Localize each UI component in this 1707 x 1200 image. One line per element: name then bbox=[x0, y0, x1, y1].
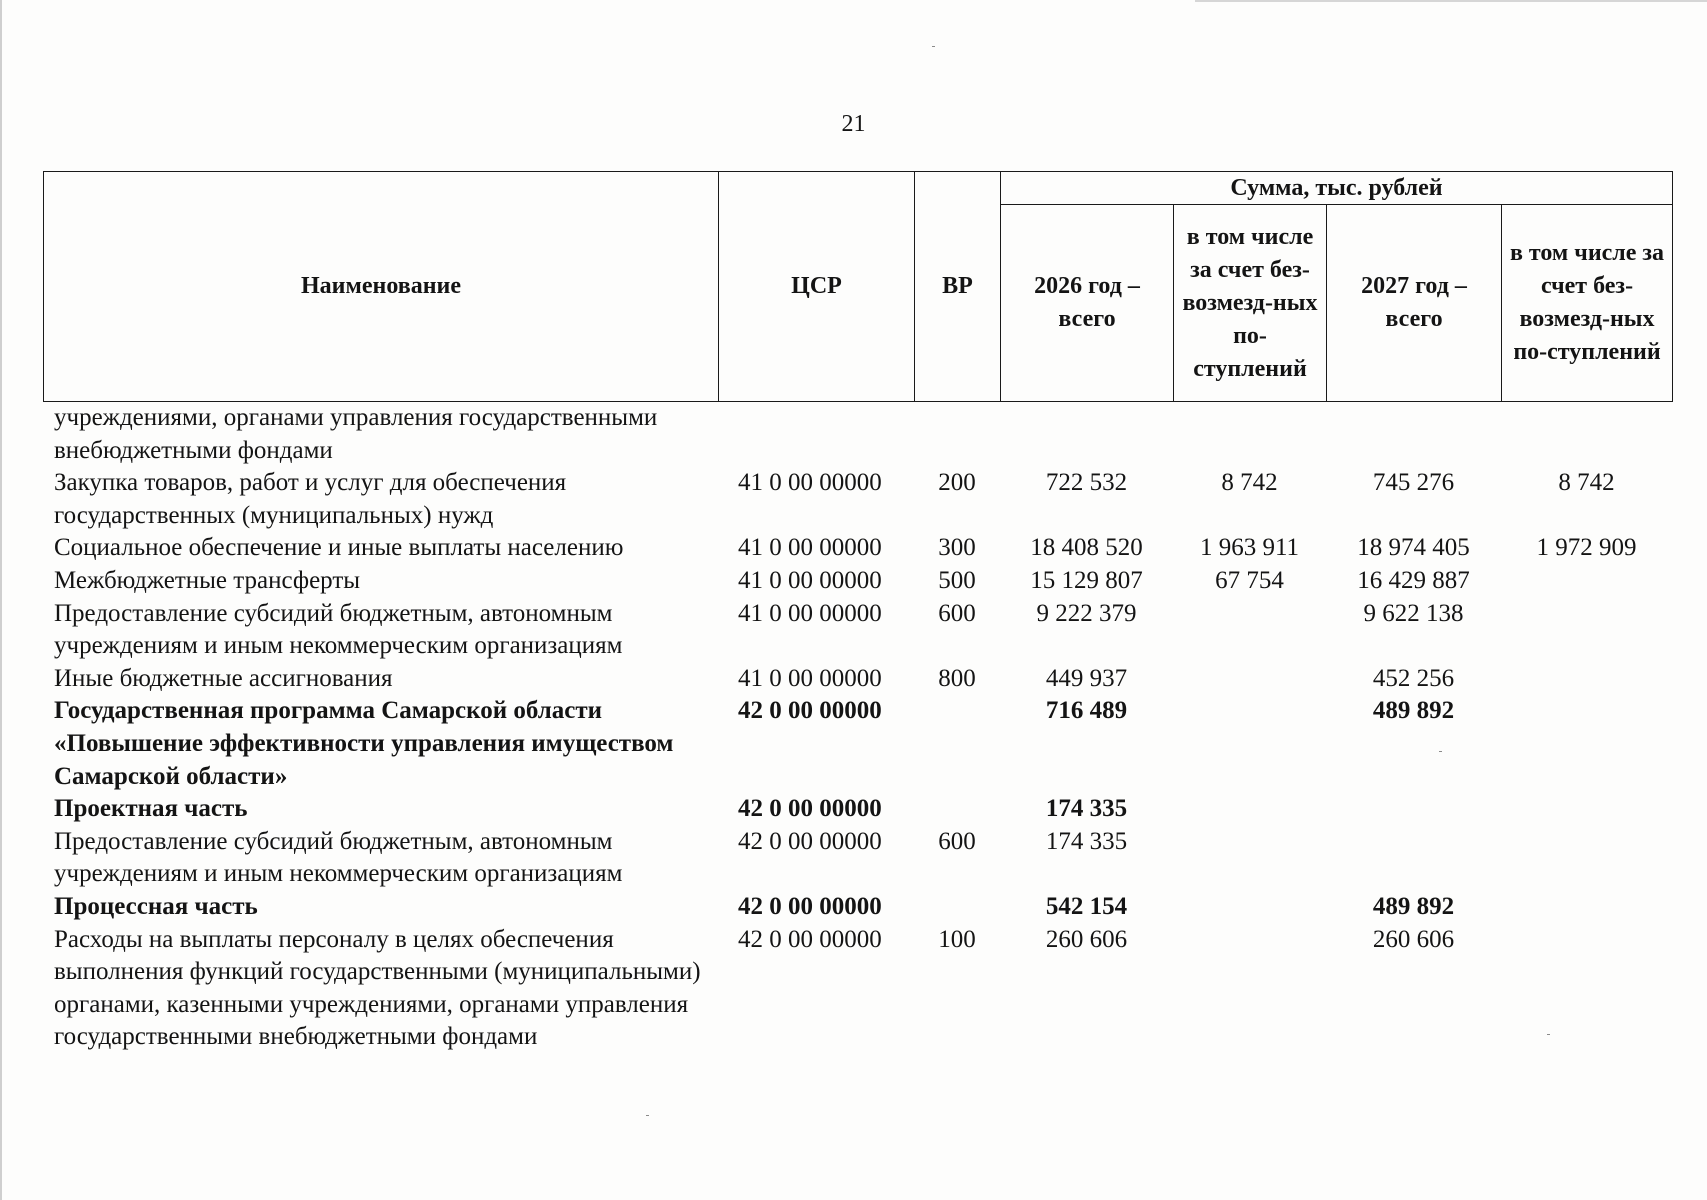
row-name: Расходы на выплаты персоналу в целях обеспечения выполнения функций государственными (муниципальными) органами, казенными учреждениями, органами управления государственными внебюджетными фондами bbox=[54, 925, 701, 1051]
row-2027-grants bbox=[1501, 695, 1672, 793]
row-name: Межбюджетные трансферты bbox=[54, 566, 361, 594]
row-2026-grants: 8 742 bbox=[1221, 469, 1278, 497]
row-vr: 800 bbox=[938, 664, 976, 692]
row-vr bbox=[914, 402, 1000, 467]
row-2027-total: 489 892 bbox=[1372, 697, 1455, 725]
row-2027-total bbox=[1326, 402, 1501, 467]
row-csr: 41 0 00 00000 bbox=[738, 469, 882, 497]
row-2026-grants bbox=[1173, 695, 1326, 793]
row-csr: 41 0 00 00000 bbox=[738, 566, 882, 594]
row-2026-grants bbox=[1173, 891, 1326, 924]
row-vr bbox=[914, 891, 1000, 924]
row-vr bbox=[914, 793, 1000, 826]
scan-left-edge bbox=[0, 0, 2, 1200]
row-2027-total: 745 276 bbox=[1372, 469, 1455, 497]
scan-speck bbox=[646, 1115, 649, 1116]
row-2026-grants bbox=[1173, 793, 1326, 826]
row-2027-total: 18 974 405 bbox=[1357, 534, 1470, 562]
row-csr: 42 0 00 00000 bbox=[738, 697, 882, 725]
row-2026-total: 542 154 bbox=[1045, 892, 1128, 920]
row-csr: 42 0 00 00000 bbox=[738, 892, 882, 920]
row-2026-total: 174 335 bbox=[1045, 795, 1128, 823]
table-row bbox=[43, 467, 1672, 532]
row-2026-total: 18 408 520 bbox=[1030, 534, 1143, 562]
row-name: Предоставление субсидий бюджетным, автономным учреждениям и иным некоммерческим организациям bbox=[54, 599, 623, 660]
row-vr: 200 bbox=[938, 469, 976, 497]
table-row bbox=[43, 532, 1672, 565]
header-2026-total: 2026 год – всего bbox=[1001, 205, 1174, 402]
header-name: Наименование bbox=[44, 172, 719, 402]
row-csr bbox=[718, 402, 914, 467]
row-vr: 300 bbox=[938, 534, 976, 562]
row-vr: 100 bbox=[938, 925, 976, 953]
row-csr: 42 0 00 00000 bbox=[738, 795, 882, 823]
row-2027-total bbox=[1326, 793, 1501, 826]
row-vr: 500 bbox=[938, 566, 976, 594]
row-2027-grants bbox=[1501, 402, 1672, 467]
row-vr: 600 bbox=[938, 599, 976, 627]
row-2027-grants bbox=[1501, 826, 1672, 891]
row-2027-grants bbox=[1501, 663, 1672, 696]
table-row bbox=[43, 402, 1672, 467]
row-csr: 41 0 00 00000 bbox=[738, 534, 882, 562]
scan-top-edge bbox=[1195, 0, 1707, 2]
table-row bbox=[43, 663, 1672, 696]
row-name: учреждениями, органами управления государственными внебюджетными фондами bbox=[54, 404, 658, 464]
row-2026-grants: 1 963 911 bbox=[1199, 534, 1300, 562]
page-number: 21 bbox=[841, 111, 866, 137]
row-2026-grants bbox=[1173, 663, 1326, 696]
scan-speck bbox=[1439, 751, 1442, 752]
row-csr: 41 0 00 00000 bbox=[738, 599, 882, 627]
row-2027-grants bbox=[1501, 924, 1672, 1054]
row-2026-total: 449 937 bbox=[1045, 664, 1128, 692]
row-2027-grants: 1 972 909 bbox=[1536, 534, 1637, 562]
row-2026-total: 716 489 bbox=[1045, 697, 1128, 725]
table-row bbox=[43, 891, 1672, 924]
row-2026-grants bbox=[1173, 402, 1326, 467]
row-2027-grants: 8 742 bbox=[1558, 469, 1615, 497]
header-sum-group: Сумма, тыс. рублей bbox=[1001, 172, 1673, 205]
row-name: Предоставление субсидий бюджетным, автономным учреждениям и иным некоммерческим организациям bbox=[54, 827, 623, 888]
row-2027-grants bbox=[1501, 891, 1672, 924]
row-2026-grants bbox=[1173, 826, 1326, 891]
row-2027-total bbox=[1326, 826, 1501, 891]
header-2027-grants: в том числе за счет без-возмезд-ных по-ступлений bbox=[1502, 205, 1673, 402]
table-row bbox=[43, 924, 1672, 1054]
table-row bbox=[43, 695, 1672, 793]
row-name: Проектная часть bbox=[54, 795, 248, 823]
header-2027-total: 2027 год – всего bbox=[1327, 205, 1502, 402]
budget-table-body bbox=[43, 402, 1672, 1054]
row-2026-total bbox=[1000, 402, 1173, 467]
header-2026-grants: в том числе за счет без-возмезд-ных по-ступлений bbox=[1174, 205, 1327, 402]
row-2027-grants bbox=[1501, 793, 1672, 826]
row-2026-grants bbox=[1173, 924, 1326, 1054]
table-row bbox=[43, 565, 1672, 598]
row-csr: 42 0 00 00000 bbox=[738, 827, 882, 855]
row-name: Процессная часть bbox=[54, 892, 258, 920]
header-csr: ЦСР bbox=[719, 172, 915, 402]
row-csr: 42 0 00 00000 bbox=[738, 925, 882, 953]
table-row bbox=[43, 598, 1672, 663]
row-name: Закупка товаров, работ и услуг для обеспечения государственных (муниципальных) нужд bbox=[54, 469, 567, 529]
row-vr bbox=[914, 695, 1000, 793]
row-name: Государственная программа Самарской области «Повышение эффективности управления имуществом Самарской области» bbox=[54, 697, 674, 790]
row-2026-grants bbox=[1173, 598, 1326, 663]
row-2026-total: 722 532 bbox=[1045, 469, 1128, 497]
table-row bbox=[43, 826, 1672, 891]
row-2027-total: 452 256 bbox=[1372, 664, 1455, 692]
row-2027-total: 260 606 bbox=[1372, 925, 1455, 953]
row-2027-grants bbox=[1501, 598, 1672, 663]
row-2027-total: 16 429 887 bbox=[1357, 566, 1470, 594]
row-name: Иные бюджетные ассигнования bbox=[54, 664, 393, 692]
row-vr: 600 bbox=[938, 827, 976, 855]
table-row bbox=[43, 793, 1672, 826]
row-name: Социальное обеспечение и иные выплаты населению bbox=[54, 534, 624, 562]
row-2026-total: 9 222 379 bbox=[1036, 599, 1137, 627]
header-vr: ВР bbox=[915, 172, 1001, 402]
row-csr: 41 0 00 00000 bbox=[738, 664, 882, 692]
row-2027-total: 9 622 138 bbox=[1363, 599, 1464, 627]
row-2026-total: 15 129 807 bbox=[1030, 566, 1143, 594]
scan-speck bbox=[1547, 1034, 1550, 1035]
scan-speck bbox=[932, 46, 935, 47]
row-2026-total: 260 606 bbox=[1045, 925, 1128, 953]
row-2027-total: 489 892 bbox=[1372, 892, 1455, 920]
budget-table-header bbox=[43, 171, 1673, 402]
row-2027-grants bbox=[1501, 565, 1672, 598]
row-2026-grants: 67 754 bbox=[1215, 566, 1284, 594]
row-2026-total: 174 335 bbox=[1045, 827, 1128, 855]
